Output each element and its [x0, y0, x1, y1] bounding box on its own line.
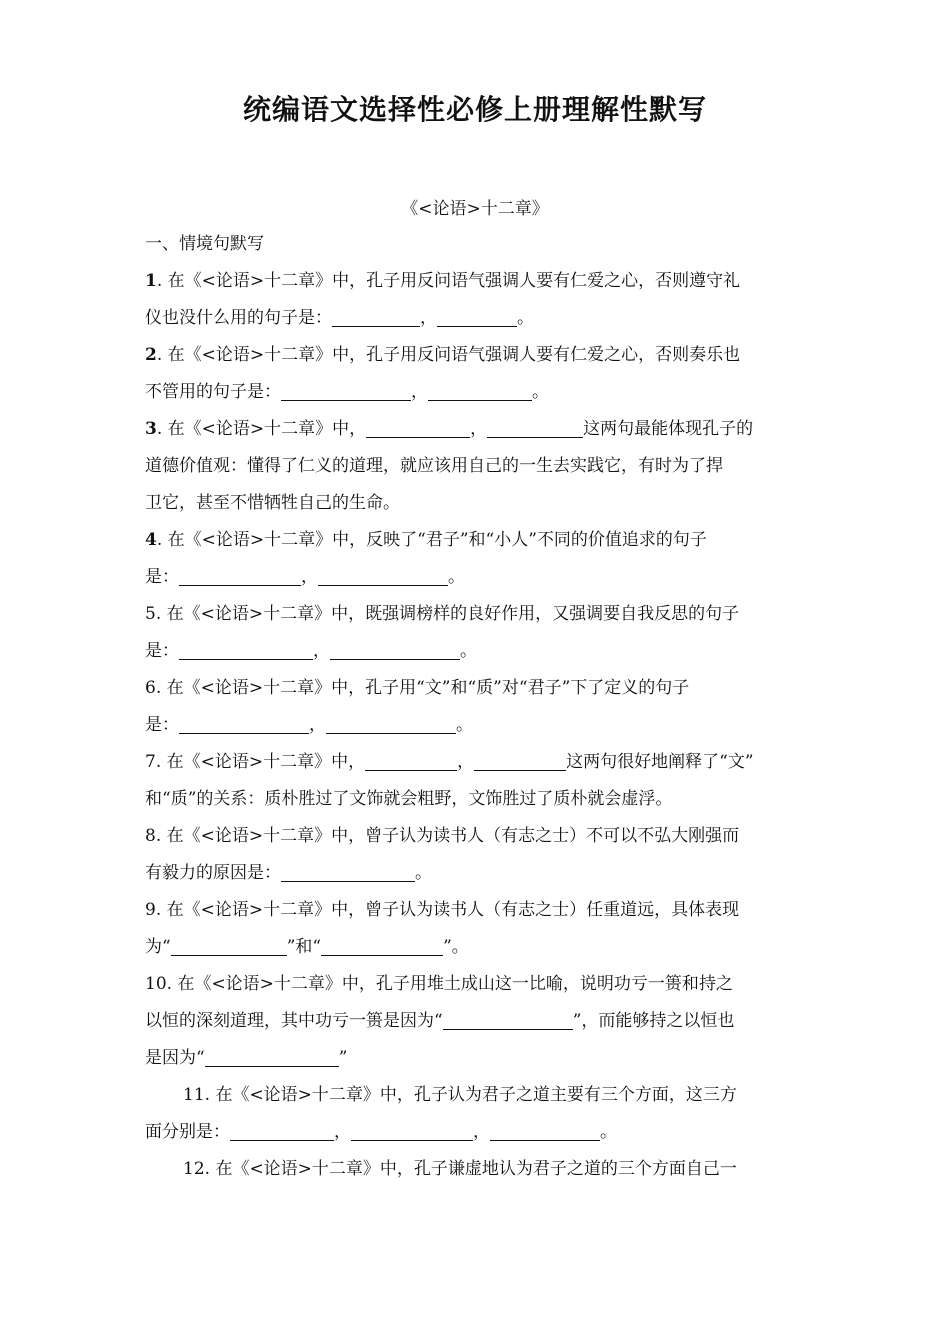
question-5-line-2: 是： ， 。 — [145, 633, 813, 670]
question-6-line-2: 是： ， 。 — [145, 707, 813, 744]
answer-blank[interactable] — [437, 304, 517, 327]
question-11-line-1: 11. 在《<论语>十二章》中，孔子认为君子之道主要有三个方面，这三方 — [183, 1085, 737, 1105]
answer-blank[interactable] — [351, 1118, 473, 1141]
question-2-line-1: 2. 在《<论语>十二章》中，孔子用反问语气强调人要有仁爱之心，否则奏乐也 — [145, 345, 741, 365]
answer-blank[interactable] — [179, 637, 313, 660]
question-3-line-1: 3. 在《<论语>十二章》中， ， 这两句最能体现孔子的 — [145, 411, 813, 448]
question-4-line-1: 4. 在《<论语>十二章》中，反映了“君子”和“小人”不同的价值追求的句子 — [145, 530, 707, 550]
answer-blank[interactable] — [179, 563, 301, 586]
question-9-line-2: 为“ ”和“ ”。 — [145, 929, 813, 966]
answer-blank[interactable] — [171, 933, 287, 956]
answer-blank[interactable] — [281, 378, 411, 401]
section-title: 《<论语>十二章》 — [401, 199, 549, 219]
answer-blank[interactable] — [321, 933, 443, 956]
answer-blank[interactable] — [443, 1007, 573, 1030]
answer-blank[interactable] — [179, 711, 309, 734]
question-4-line-2: 是： ， 。 — [145, 559, 813, 596]
question-3-line-3: 卫它，甚至不惜牺牲自己的生命。 — [145, 493, 400, 513]
question-3-line-2: 道德价值观：懂得了仁义的道理，就应该用自己的一生去实践它，有时为了捍 — [145, 456, 723, 476]
question-number: 1 — [145, 271, 157, 291]
question-10-line-2: 以恒的深刻道理，其中功亏一篑是因为“ ”，而能够持之以恒也 — [145, 1003, 813, 1040]
question-9-line-1: 9. 在《<论语>十二章》中，曾子认为读书人（有志之士）任重道远，具体表现 — [145, 900, 740, 920]
question-number: 4 — [145, 530, 157, 550]
answer-blank[interactable] — [332, 304, 420, 327]
part-heading: 一、情境句默写 — [145, 234, 264, 254]
question-10-line-1: 10. 在《<论语>十二章》中，孔子用堆土成山这一比喻，说明功亏一篑和持之 — [145, 974, 733, 994]
answer-blank[interactable] — [428, 378, 532, 401]
answer-blank[interactable] — [281, 859, 415, 882]
answer-blank[interactable] — [487, 415, 583, 438]
answer-blank[interactable] — [366, 415, 470, 438]
question-7-line-2: 和“质”的关系：质朴胜过了文饰就会粗野，文饰胜过了质朴就会虚浮。 — [145, 789, 673, 809]
question-number: 3 — [145, 419, 157, 439]
question-8-line-1: 8. 在《<论语>十二章》中，曾子认为读书人（有志之士）不可以不弘大刚强而 — [145, 826, 740, 846]
question-10-line-3: 是因为“ ” — [145, 1040, 813, 1077]
answer-blank[interactable] — [490, 1118, 600, 1141]
question-5-line-1: 5. 在《<论语>十二章》中，既强调榜样的良好作用，又强调要自我反思的句子 — [145, 604, 740, 624]
question-1-line-2: 仪也没什么用的句子是： ， 。 — [145, 300, 813, 337]
question-list — [145, 226, 813, 1188]
question-12-line-1: 12. 在《<论语>十二章》中，孔子谦虚地认为君子之道的三个方面自己一 — [183, 1159, 737, 1179]
question-11-line-2: 面分别是： ， ， 。 — [145, 1114, 813, 1151]
answer-blank[interactable] — [205, 1044, 339, 1067]
answer-blank[interactable] — [365, 748, 457, 771]
answer-blank[interactable] — [326, 711, 456, 734]
document-title: 统编语文选择性必修上册理解性默写 — [242, 93, 707, 126]
question-6-line-1: 6. 在《<论语>十二章》中，孔子用“文”和“质”对“君子”下了定义的句子 — [145, 678, 690, 698]
question-7-line-1: 7. 在《<论语>十二章》中， ， 这两句很好地阐释了“文” — [145, 744, 813, 781]
question-2-line-2: 不管用的句子是： ， 。 — [145, 374, 813, 411]
answer-blank[interactable] — [330, 637, 460, 660]
question-8-line-2: 有毅力的原因是： 。 — [145, 855, 813, 892]
answer-blank[interactable] — [318, 563, 448, 586]
answer-blank[interactable] — [474, 748, 566, 771]
question-1-line-1: 1. 在《<论语>十二章》中，孔子用反问语气强调人要有仁爱之心，否则遵守礼 — [145, 271, 741, 291]
answer-blank[interactable] — [230, 1118, 334, 1141]
question-number: 2 — [145, 345, 157, 365]
